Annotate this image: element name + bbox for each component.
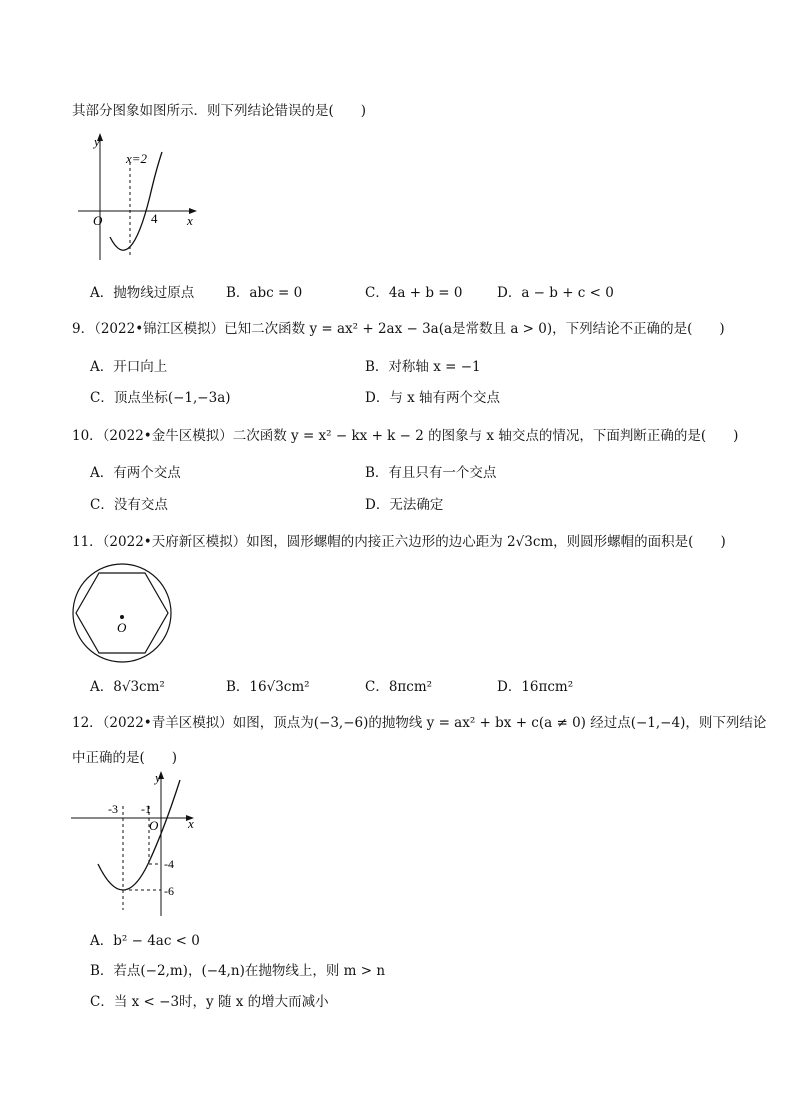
q8-axis-label: x=2 [126, 151, 148, 166]
q9-option-d: D．与 x 轴有两个交点 [365, 390, 501, 406]
q11-option-a: A．8√3cm² [90, 679, 165, 695]
q12-tick-minus3: -3 [108, 802, 118, 816]
q9-stem: 9．（2022•锦江区模拟）已知二次函数 y = ax² + 2ax − 3a(a是常数且 a > 0)，下列结论不正确的是( ) [72, 321, 725, 337]
q11-center-dot [120, 615, 124, 619]
q11-option-c: C．8πcm² [365, 679, 433, 695]
q8-y-label: y [94, 134, 100, 149]
q11-option-d: D．16πcm² [497, 679, 574, 695]
q10-option-a: A．有两个交点 [90, 465, 181, 481]
q11-option-b: B．16√3cm² [226, 679, 310, 695]
q10-option-d: D．无法确定 [365, 497, 444, 513]
q8-parabola [110, 152, 162, 250]
q10-option-b: B．有且只有一个交点 [365, 465, 497, 481]
q10-stem: 10．（2022•金牛区模拟）二次函数 y = x² − kx + k − 2 的图象与 x 轴交点的情况，下面判断正确的是( ) [72, 428, 739, 444]
q12-stem-line2: 中正确的是( ) [72, 750, 178, 766]
q8-x-label: x [187, 213, 193, 228]
q11-center-label: O [117, 620, 127, 635]
q12-graph [68, 768, 208, 918]
q8-origin-label: O [93, 213, 103, 228]
q8-option-c: C．4a + b = 0 [365, 285, 463, 301]
q11-stem: 11．（2022•天府新区模拟）如图，圆形螺帽的内接正六边形的边心距为 2√3cm，则圆形螺帽的面积是( ) [72, 534, 726, 550]
q8-option-a: A．抛物线过原点 [90, 285, 195, 301]
q11-figure [70, 560, 176, 666]
q12-tick-minus4: -4 [164, 857, 174, 871]
q12-option-a: A．b² − 4ac < 0 [90, 933, 200, 949]
q8-option-b: B．abc = 0 [226, 285, 303, 301]
q12-option-b: B．若点(−2,m)，(−4,n)在抛物线上，则 m > n [90, 963, 386, 979]
q12-tick-minus6: -6 [164, 884, 174, 898]
q12-x-label: x [188, 816, 194, 831]
q12-y-label: y [155, 770, 161, 785]
q8-graph [70, 130, 210, 275]
q8-stem: 其部分图象如图所示．则下列结论错误的是( ) [72, 103, 367, 119]
q12-origin-label: O [149, 818, 159, 833]
q11-circle [73, 564, 171, 662]
q12-option-c: C．当 x < −3时，y 随 x 的增大而减小 [90, 994, 329, 1010]
q12-stem-line1: 12．（2022•青羊区模拟）如图，顶点为(−3,−6)的抛物线 y = ax² + bx + c(a ≠ 0) 经过点(−1,−4)，则下列结论 [72, 715, 767, 731]
q9-option-a: A．开口向上 [90, 359, 168, 375]
q8-option-d: D．a − b + c < 0 [497, 285, 614, 301]
q9-option-b: B．对称轴 x = −1 [365, 359, 481, 375]
q8-root-label: 4 [151, 211, 158, 226]
q11-hexagon [76, 573, 168, 653]
q10-option-c: C．没有交点 [90, 497, 168, 513]
q12-parabola [98, 780, 180, 890]
q9-option-c: C．顶点坐标(−1,−3a) [90, 390, 231, 406]
q12-tick-minus1: -1 [141, 802, 151, 816]
